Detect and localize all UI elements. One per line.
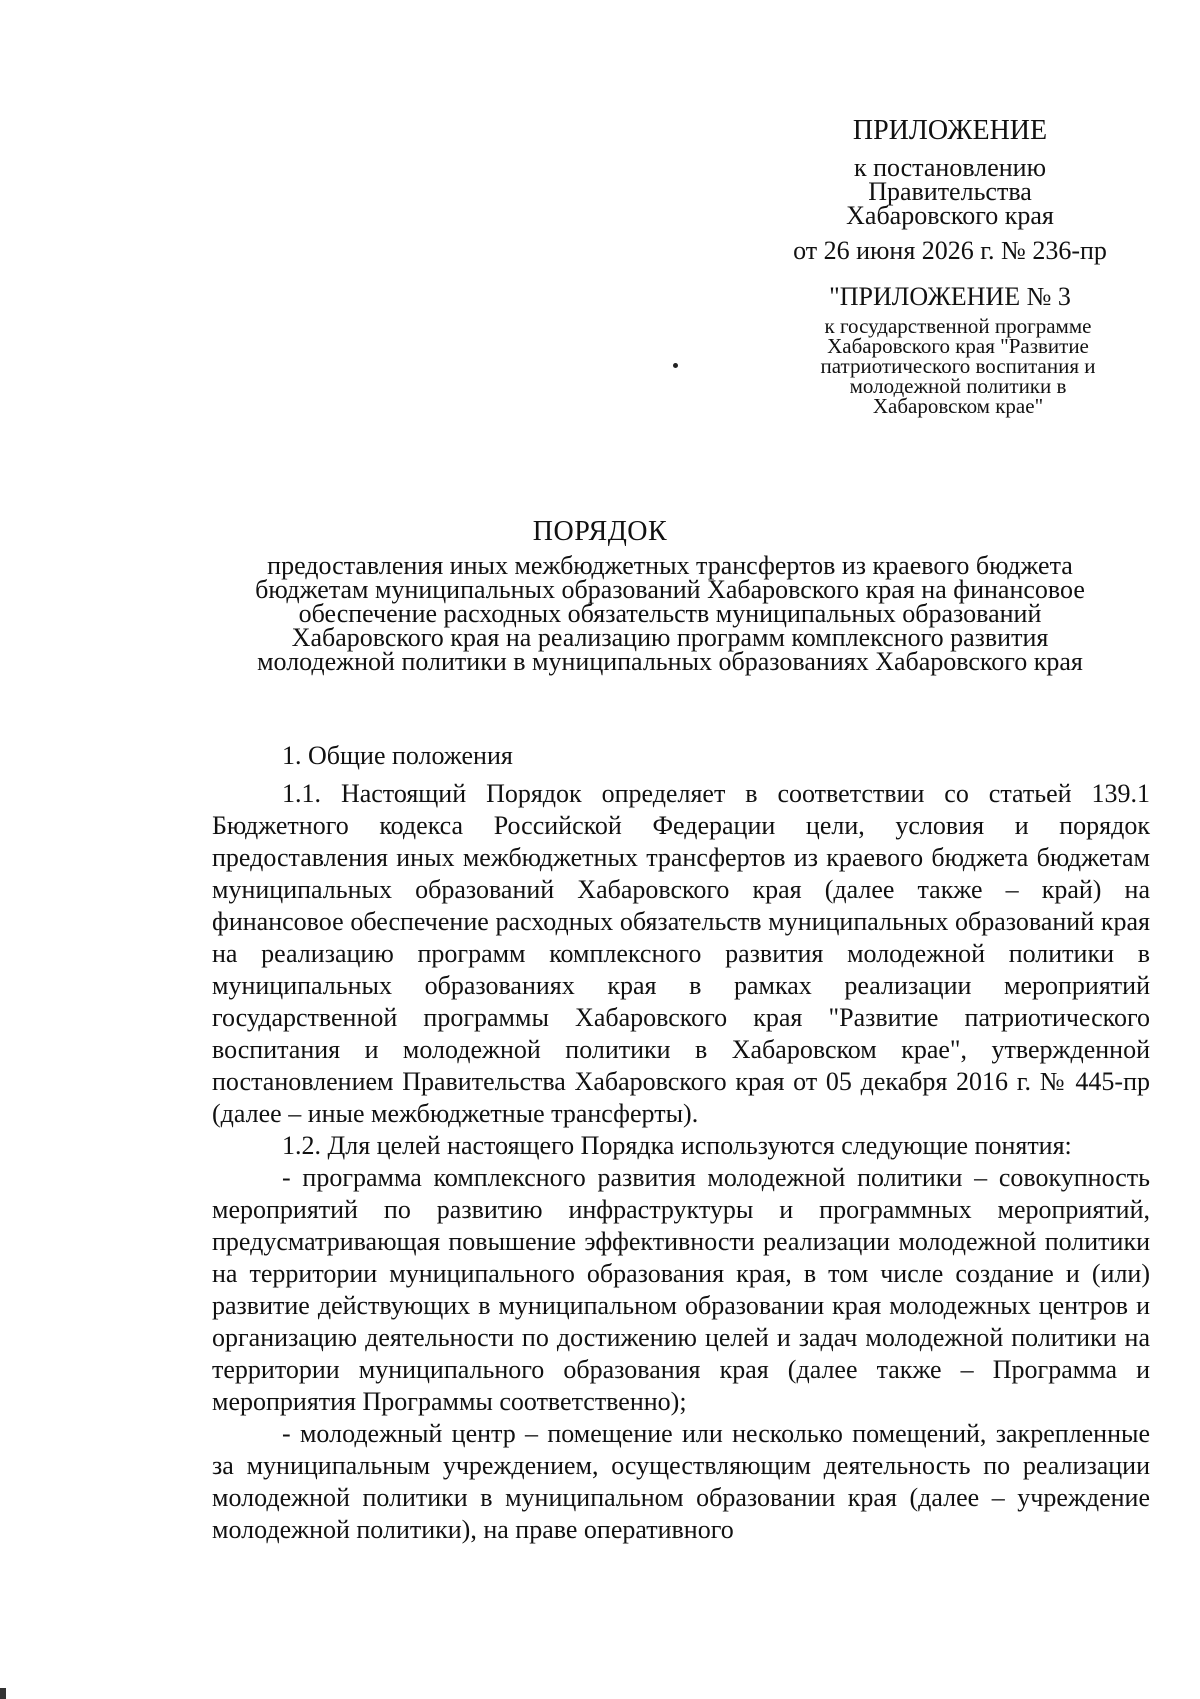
appendix-subtitle <box>760 153 1140 230</box>
appendix-subtitle-line: Правительства <box>868 177 1032 206</box>
paragraph: - молодежный центр – помещение или несколько помещений, закрепленные за муниципальным учреждением, осуществляющим деятельность по реализации молодежной политики в муниципальном образовании края (далее – учреждение молодежной политики), на праве оперативного <box>212 1419 1150 1544</box>
section-heading: 1. Общие положения <box>282 741 513 770</box>
paragraph: 1.2. Для целей настоящего Порядка используются следующие понятия: <box>282 1131 1072 1160</box>
document-title: ПОРЯДОК <box>532 516 668 547</box>
decree-date-number: от 26 июня 2026 г. № 236-пр <box>793 236 1107 265</box>
appendix3-line: патриотического воспитания и <box>820 354 1096 378</box>
body-text <box>212 778 1150 1546</box>
appendix-title: ПРИЛОЖЕНИЕ <box>852 115 1048 146</box>
appendix3-subtitle <box>778 316 1138 416</box>
appendix3-line: Хабаровском крае" <box>872 394 1044 418</box>
document-subtitle-line: молодежной политики в муниципальных образованиях Хабаровского края <box>257 647 1083 676</box>
appendix3-line: к государственной программе <box>824 314 1092 338</box>
document-subtitle-line: предоставления иных межбюджетных трансфертов из краевого бюджета <box>267 551 1073 580</box>
appendix3-line: Хабаровского края "Развитие <box>827 334 1089 358</box>
paragraph: - программа комплексного развития молодежной политики – совокупность мероприятий по развитию инфраструктуры и программных мероприятий, предусматривающая повышение эффективности реализации молодежной политики на территории муниципального образования края, в том числе создание и (или) развитие действующих в муниципальном образовании края молодежных центров и организацию деятельности по достижению целей и задач молодежной политики на территории муниципального образования края (далее также – Программа и мероприятия Программы соответственно); <box>212 1163 1150 1416</box>
document-subtitle-line: бюджетам муниципальных образований Хабаровского края на финансовое <box>255 575 1085 604</box>
appendix3-line: молодежной политики в <box>849 374 1067 398</box>
appendix3-title: "ПРИЛОЖЕНИЕ № 3 <box>829 282 1071 311</box>
document-subtitle-line: обеспечение расходных обязательств муниципальных образований <box>298 599 1042 628</box>
appendix-subtitle-line: Хабаровского края <box>846 201 1054 230</box>
scan-speck <box>673 363 678 368</box>
appendix-subtitle-line: к постановлению <box>853 153 1047 182</box>
document-subtitle-line: Хабаровского края на реализацию программ комплексного развития <box>291 623 1049 652</box>
document-subtitle <box>200 551 1140 676</box>
scan-edge-mark <box>0 1688 6 1699</box>
paragraph: 1.1. Настоящий Порядок определяет в соответствии со статьей 139.1 Бюджетного кодекса Российской Федерации цели, условия и порядок предоставления иных межбюджетных трансфертов из краевого бюджета бюджетам муниципальных образований Хабаровского края (далее также – край) на финансовое обеспечение расходных обязательств муниципальных образований края на реализацию программ комплексного развития молодежной политики в муниципальных образованиях края в рамках реализации мероприятий государственной программы Хабаровского края "Развитие патриотического воспитания и молодежной политики в Хабаровском крае", утвержденной постановлением Правительства Хабаровского края от 05 декабря 2016 г. № 445-пр (далее – иные межбюджетные трансферты). <box>212 779 1150 1128</box>
